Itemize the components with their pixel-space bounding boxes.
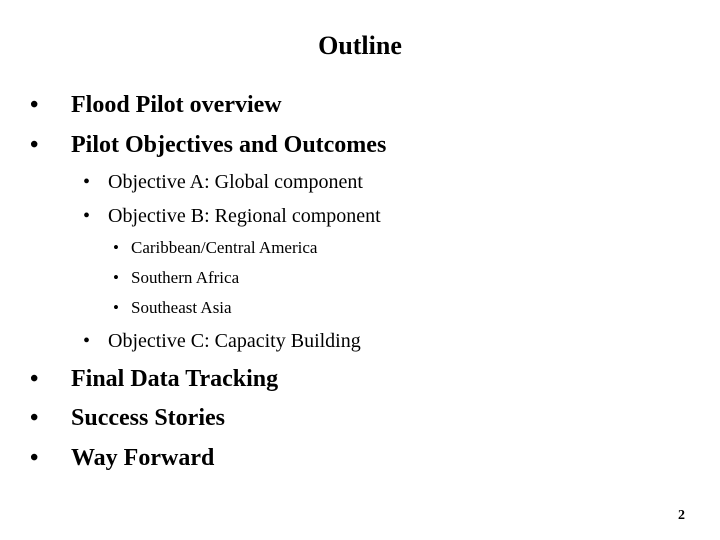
bullet-icon: • [113, 238, 119, 257]
bullet-text: Objective B: Regional component [108, 205, 381, 227]
bullet-icon: • [30, 92, 39, 118]
bullet-text: Objective C: Capacity Building [108, 330, 361, 352]
bullet-icon: • [113, 298, 119, 317]
bullet-text: Southeast Asia [131, 298, 232, 317]
bullet-text: Southern Africa [131, 268, 240, 287]
bullet-text: Success Stories [71, 405, 225, 431]
slide-title [0, 28, 720, 64]
bullet-icon: • [30, 366, 39, 392]
bullet-icon: • [83, 171, 91, 193]
bullet-text: Flood Pilot overview [71, 92, 282, 118]
bullet-text: Objective A: Global component [108, 171, 363, 193]
page-number: 2 [678, 508, 685, 523]
bullet-icon: • [83, 330, 91, 352]
bullet-text: Final Data Tracking [71, 366, 279, 392]
bullet-text: Caribbean/Central America [131, 238, 318, 257]
bullet-icon: • [113, 268, 119, 287]
bullet-text: Pilot Objectives and Outcomes [71, 132, 387, 158]
bullet-icon: • [30, 132, 39, 158]
bullet-icon: • [30, 405, 39, 431]
bullet-icon: • [30, 445, 39, 471]
bullet-icon: • [83, 205, 91, 227]
slide-title-text: Outline [318, 31, 402, 60]
bullet-text: Way Forward [71, 445, 215, 471]
